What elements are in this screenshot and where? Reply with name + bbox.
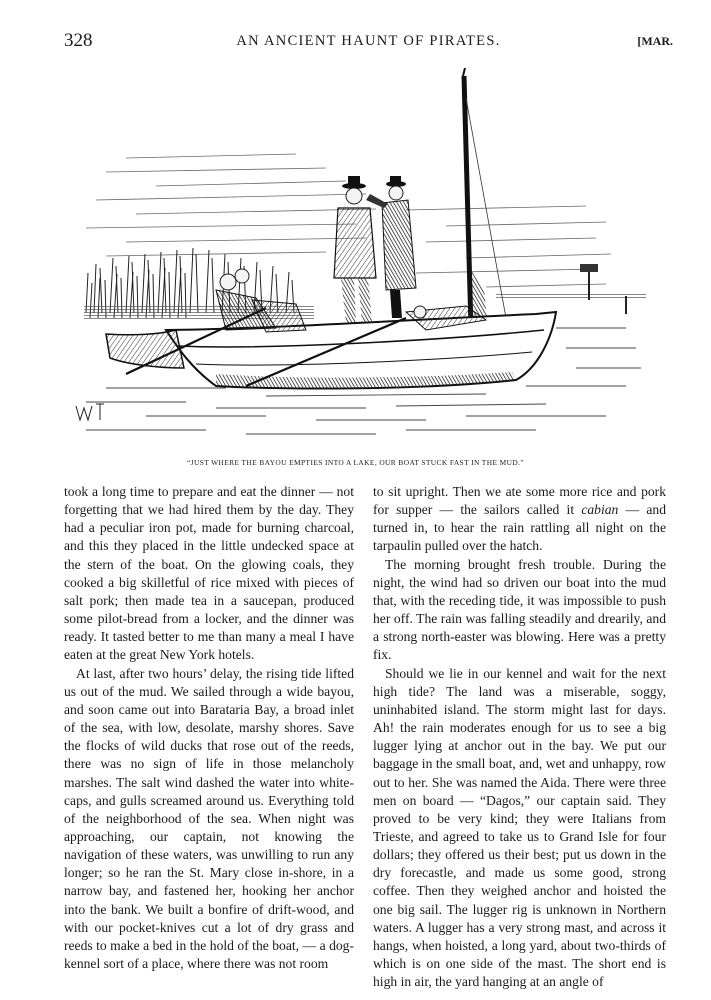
paragraph: Should we lie in our kennel and wait for the next high tide? The land was a miserable, soggy, uninhabited island. The storm might last for days. Ah! the rain moderates enough for us to see a big lugger lying at anchor out in the bay. We put our baggage in the small boat, and, wet and unhappy, row out to her. She was named the Aida. There were three men on board — “Dagos,” our captain said. They proved to be very kind; they were Italians from Trieste, and agreed to take us to Grand Isle for four dollars; they offered us their best; put us down in the dry forecastle, and made us some good, strong coffee. Then they weighed anchor and hoisted the one big sail. The lugger rig is unknown in Northern waters. A lugger has a very strong mast, and across it hangs, when hoisted, a long yard, about two-thirds of which is on one side of the mast. The short end is high in air, the yard hanging at an angle of <box>373 665 666 990</box>
running-header <box>64 30 673 54</box>
paragraph: The morning brought fresh trouble. During the night, the wind had so driven our boat into the mud that, with the receding tide, it was impossible to push her off. The rain was falling steadily and drearily, and a strong north-easter was blowing. Here was a pretty fix. <box>373 556 666 663</box>
running-head-month: [MAR. <box>637 34 673 48</box>
italic-word: cabian <box>581 502 619 518</box>
boat-illustration <box>66 68 648 446</box>
mast <box>463 68 506 330</box>
illustration-caption: “JUST WHERE THE BAYOU EMPTIES INTO A LAKE, OUR BOAT STUCK FAST IN THE MUD.” <box>187 458 524 467</box>
running-title: AN ANCIENT HAUNT OF PIRATES. <box>236 33 501 49</box>
paragraph: At last, after two hours’ delay, the rising tide lifted us out of the mud. We sailed through a wide bayou, and soon came out into Barataria Bay, a broad inlet of the sea, with low, desolate, marshy shores. Save the flocks of wild ducks that rose out of the reeds, there was no sign of life in those melancholy marshes. The salt wind dashed the water into white-caps, and gulls screamed around us. Everything told of the neighborhood of the sea. When night was approaching, our captain, not knowing the navigation of these waters, was unwilling to run any longer; so he ran the St. Mary close in-shore, in a narrow bay, and fastened her, hooking her anchor into the bank. We built a bonfire of drift-wood, and with our pocket-knives cut a lot of dry grass and reeds to make a bed in the hold of the boat, — a dog-kennel sort of a place, where there was not room <box>64 665 354 972</box>
text-run: to sit upright. Then we ate some more rice and pork for supper — the sailors called it <box>373 484 666 518</box>
right-column <box>373 483 666 991</box>
left-column <box>64 483 354 973</box>
page-number: 328 <box>64 30 93 51</box>
standing-men <box>334 176 416 323</box>
paragraph: took a long time to prepare and eat the dinner — not forgetting that we had hired them by the day. They had a peculiar iron pot, made for burning charcoal, and this they placed in the little undecked space at the stern of the boat. On the glowing coals, they cooked a big skilletful of rice mixed with pieces of salt pork; then made tea in a saucepan, produced some pilot-bread from a locker, and the dinner was ready. It tasted better to me than many a meal I have eaten at the great New York hotels. <box>64 484 354 663</box>
text-run: — and turned in, to hear the rain rattling all night on the tarpaulin pulled over the hatch. <box>373 502 666 554</box>
paragraph <box>373 483 666 556</box>
artist-signature <box>76 404 104 420</box>
